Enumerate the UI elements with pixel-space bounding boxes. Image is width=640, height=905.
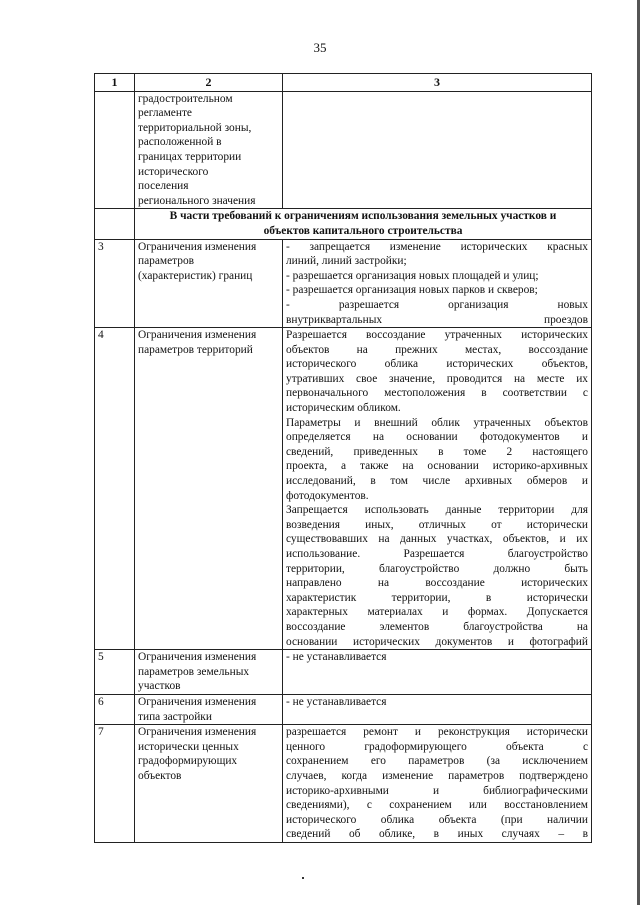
- text-line: исторического: [138, 165, 209, 178]
- text-line: - не устанавливается: [286, 651, 387, 664]
- text-line: параметров земельных: [138, 665, 250, 678]
- row-name: [135, 725, 283, 843]
- table-row: [95, 725, 592, 843]
- text-line: существовавших на данных участках, объектов, и их: [286, 533, 588, 546]
- text-line: сведений об облике, в иных случаях – в: [286, 828, 588, 841]
- text-line: утративших свое значение, проводится на месте их: [286, 372, 588, 385]
- text-line: внутриквартальных проездов: [286, 313, 588, 326]
- text-line: - запрещается изменение исторических красных: [286, 240, 588, 253]
- text-line: регламенте: [138, 107, 192, 120]
- text-line: направлено на воссоздание исторических: [286, 577, 588, 590]
- header-col-1: 1: [95, 74, 135, 92]
- row-name: [135, 694, 283, 724]
- text-line: историческим обликом.: [286, 402, 401, 415]
- regulations-table: [94, 73, 592, 843]
- row-name: [135, 650, 283, 695]
- table-row-section: [95, 209, 592, 239]
- row-number: 4: [95, 328, 135, 650]
- text-line: проекта, а также на основании историко-архивных: [286, 460, 588, 473]
- row-description: [283, 725, 592, 843]
- row-number: 7: [95, 725, 135, 843]
- header-col-2: 2: [135, 74, 283, 92]
- text-line: исторически ценных: [138, 740, 239, 753]
- text-line: типа застройки: [138, 710, 212, 723]
- table-row: [95, 694, 592, 724]
- text-line: градоформирующих: [138, 755, 238, 768]
- table-row: [95, 239, 592, 328]
- text-line: фотодокументов.: [286, 489, 369, 502]
- text-line: - разрешается организация новых парков и скверов;: [286, 284, 538, 297]
- row-description: [283, 694, 592, 724]
- text-line: Параметры и внешний облик утраченных объектов: [286, 416, 588, 429]
- text-line: поселения: [138, 180, 189, 193]
- header-col-3: 3: [283, 74, 592, 92]
- text-line: границах территории: [138, 150, 242, 163]
- text-line: исторического облика объекта (при наличии: [286, 813, 588, 826]
- text-line: Ограничения изменения: [138, 329, 257, 342]
- table-row: [95, 650, 592, 695]
- text-line: объектов капитального строительства: [263, 224, 463, 237]
- text-line: определяется на основании фотодокументов и: [286, 431, 588, 444]
- text-line: Запрещается использовать данные территории для: [286, 504, 588, 517]
- row-description: [283, 328, 592, 650]
- text-line: сохранением его параметров (за исключением: [286, 755, 588, 768]
- text-line: градостроительном: [138, 92, 233, 105]
- text-line: параметров: [138, 255, 195, 268]
- text-line: - разрешается организация новых площадей и улиц;: [286, 269, 539, 282]
- table-row: [95, 328, 592, 650]
- text-line: случаев, когда изменение параметров подтверждено: [286, 769, 588, 782]
- continued-desc-cell: [283, 91, 592, 209]
- text-line: характерных материалах и формах. Допускается: [286, 606, 588, 619]
- text-line: территории, благоустройство должно быть: [286, 562, 588, 575]
- text-line: первоначального местоположения в соответствии с: [286, 387, 588, 400]
- text-line: воссоздание элементов благоустройства на: [286, 620, 588, 633]
- row-description: [283, 239, 592, 328]
- row-number: 3: [95, 239, 135, 328]
- text-line: возведения иных, отличных от исторически: [286, 518, 588, 531]
- continued-num-cell: [95, 91, 135, 209]
- text-line: (характеристик) границ: [138, 269, 253, 282]
- text-line: Ограничения изменения: [138, 695, 257, 708]
- section-heading: [135, 209, 592, 239]
- row-name: [135, 239, 283, 328]
- text-line: разрешается ремонт и реконструкция исторически: [286, 726, 588, 739]
- text-line: исследований, в том числе архивных обмеров и: [286, 475, 588, 488]
- text-line: - разрешается организация новых: [286, 298, 588, 311]
- text-line: расположенной в: [138, 136, 222, 149]
- text-line: Ограничения изменения: [138, 726, 257, 739]
- row-number: 5: [95, 650, 135, 695]
- text-line: Ограничения изменения: [138, 240, 257, 253]
- text-line: использование. Разрешается благоустройство: [286, 548, 588, 560]
- text-line: территориальной зоны,: [138, 121, 252, 134]
- text-line: сведениями), с сохранением или восстановлением: [286, 799, 588, 812]
- text-line: Разрешается воссоздание утраченных исторических: [286, 329, 588, 342]
- text-line: характеристик территории, в исторически: [286, 591, 588, 604]
- text-line: историко-архивными и библиографическими: [286, 784, 588, 797]
- text-line: линий, линий застройки;: [286, 255, 407, 268]
- text-line: параметров территорий: [138, 343, 253, 356]
- text-line: Ограничения изменения: [138, 651, 257, 664]
- table-header-row: [95, 74, 592, 92]
- scan-artifact: [302, 877, 304, 879]
- text-line: регионального значения: [138, 194, 256, 207]
- row-description: [283, 650, 592, 695]
- text-line: объектов на прежних местах, воссоздание: [286, 343, 588, 356]
- text-line: ценного градоформирующего объекта с: [286, 740, 588, 753]
- table-row-continued: [95, 91, 592, 209]
- row-number: 6: [95, 694, 135, 724]
- text-line: сведений, приведенных в томе 2 настоящего: [286, 445, 588, 458]
- row-name: [135, 328, 283, 650]
- text-line: - не устанавливается: [286, 695, 387, 708]
- page-number: 35: [313, 40, 327, 55]
- text-line: основании исторических документов и фотографий: [286, 635, 588, 648]
- section-num-cell: [95, 209, 135, 239]
- continued-name-cell: [135, 91, 283, 209]
- text-line: исторического облика исторических объектов,: [286, 358, 588, 371]
- text-line: В части требований к ограничениям использования земельных участков и: [169, 210, 557, 223]
- text-line: объектов: [138, 769, 182, 782]
- text-line: участков: [138, 680, 181, 693]
